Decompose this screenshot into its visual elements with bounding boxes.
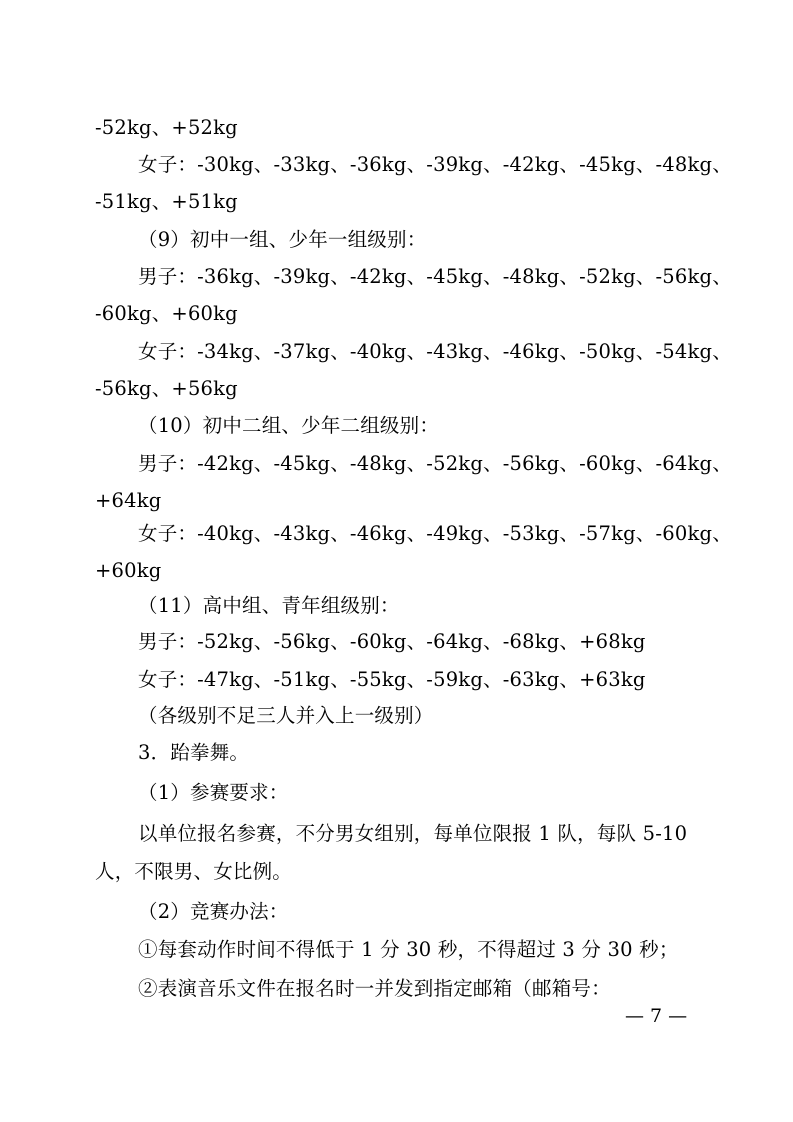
text-line: -52kg、+52kg [95,116,238,139]
text-line: 人，不限男、女比例。 [95,860,293,883]
text-line: -56kg、+56kg [95,377,238,400]
text-line: 男子：-42kg、-45kg、-48kg、-52kg、-56kg、-60kg、-64kg、 [138,452,732,475]
page-number: — 7 — [625,1005,688,1027]
text-line: 男子：-36kg、-39kg、-42kg、-45kg、-48kg、-52kg、-56kg、 [138,265,732,288]
text-line: 以单位报名参赛，不分男女组别，每单位限报 1 队，每队 5-10 [138,822,688,845]
text-line: ②表演音乐文件在报名时一并发到指定邮箱（邮箱号： [138,977,611,1000]
section-heading: （9）初中一组、少年一组级别： [138,228,427,251]
text-line: 男子：-52kg、-56kg、-60kg、-64kg、-68kg、+68kg [138,630,646,653]
text-line: +64kg [95,489,162,512]
section-heading: （10）初中二组、少年二组级别： [138,414,440,437]
text-line: 女子：-40kg、-43kg、-46kg、-49kg、-53kg、-57kg、-60kg、 [138,522,732,545]
text-line: 女子：-34kg、-37kg、-40kg、-43kg、-46kg、-50kg、-54kg、 [138,340,732,363]
section-heading: 3．跆拳舞。 [138,741,250,764]
text-line: -51kg、+51kg [95,190,238,213]
text-line: ①每套动作时间不得低于 1 分 30 秒，不得超过 3 分 30 秒； [138,938,679,961]
note-line: （各级别不足三人并入上一级别） [138,704,434,727]
section-heading: （1）参赛要求： [138,781,289,804]
text-line: 女子：-30kg、-33kg、-36kg、-39kg、-42kg、-45kg、-48kg、 [138,153,732,176]
text-line: 女子：-47kg、-51kg、-55kg、-59kg、-63kg、+63kg [138,668,646,691]
section-heading: （2）竞赛办法： [138,900,289,923]
section-heading: （11）高中组、青年组级别： [138,594,400,617]
text-line: +60kg [95,559,162,582]
text-line: -60kg、+60kg [95,302,238,325]
